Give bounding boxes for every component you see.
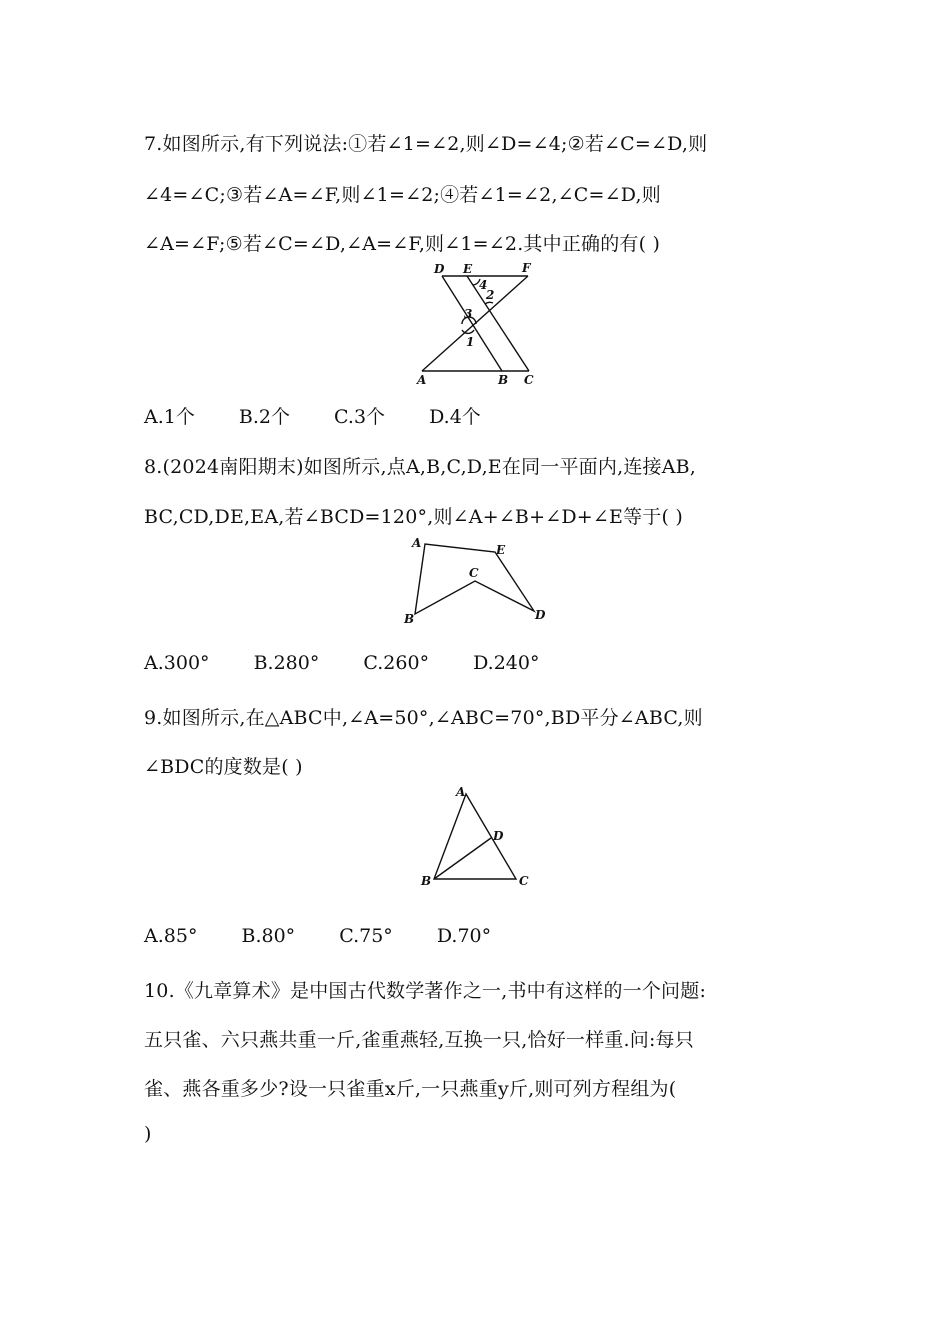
q8-options	[144, 652, 578, 674]
q10-text-line-3: 雀、燕各重多少?设一只雀重x斤,一只燕重y斤,则可列方程组为(	[144, 1078, 677, 1100]
q10-text-line-1: 10.《九章算术》是中国古代数学著作之一,书中有这样的一个问题:	[144, 980, 707, 1002]
q8-label-D: D	[535, 608, 546, 622]
q8-label-C: C	[469, 566, 479, 580]
q8-option-c[interactable]: C.260°	[363, 652, 430, 674]
q8-text-line-1: 8.(2024南阳期末)如图所示,点A,B,C,D,E在同一平面内,连接AB,	[144, 456, 697, 478]
q8-text-line-2: BC,CD,DE,EA,若∠BCD=120°,则∠A+∠B+∠D+∠E等于( )	[144, 506, 683, 528]
q8-option-d[interactable]: D.240°	[473, 652, 540, 674]
q7-label-1: 1	[466, 335, 475, 349]
q9-label-D: D	[493, 829, 504, 843]
q7-option-d[interactable]: D.4个	[429, 406, 481, 428]
q8-option-b[interactable]: B.280°	[253, 652, 320, 674]
q8-label-A: A	[412, 536, 422, 550]
q9-options	[144, 925, 529, 947]
q7-option-a[interactable]: A.1个	[144, 406, 195, 428]
q9-text-line-1: 9.如图所示,在△ABC中,∠A=50°,∠ABC=70°,BD平分∠ABC,则	[144, 707, 703, 729]
q10-text-line-4: )	[144, 1123, 152, 1145]
q7-option-c[interactable]: C.3个	[334, 406, 386, 428]
q7-figure	[410, 258, 550, 390]
q7-angle-arc-2	[485, 302, 493, 304]
q7-label-B: B	[498, 373, 509, 387]
q7-label-A: A	[417, 373, 427, 387]
q7-options	[144, 402, 519, 429]
q7-option-b[interactable]: B.2个	[238, 406, 290, 428]
q9-text-line-2: ∠BDC的度数是( )	[144, 756, 303, 778]
q8-option-a[interactable]: A.300°	[144, 652, 210, 674]
q7-label-4: 4	[479, 278, 488, 292]
q8-figure	[398, 535, 553, 630]
q9-option-d[interactable]: D.70°	[436, 925, 492, 947]
q9-option-c[interactable]: C.75°	[339, 925, 393, 947]
q7-segment-AF	[422, 276, 528, 371]
q10-text-line-2: 五只雀、六只燕共重一斤,雀重燕轻,互换一只,恰好一样重.问:每只	[144, 1029, 694, 1051]
q7-label-C: C	[524, 373, 534, 387]
q9-option-a[interactable]: A.85°	[144, 925, 198, 947]
q7-text-line-1: 7.如图所示,有下列说法:①若∠1=∠2,则∠D=∠4;②若∠C=∠D,则	[144, 133, 708, 155]
q9-figure	[412, 783, 537, 893]
q7-text-line-2: ∠4=∠C;③若∠A=∠F,则∠1=∠2;④若∠1=∠2,∠C=∠D,则	[144, 184, 661, 206]
q7-label-E: E	[463, 262, 473, 276]
q9-bisector-BD	[434, 838, 491, 879]
q7-label-2: 2	[486, 288, 495, 302]
q7-label-3: 3	[464, 307, 473, 321]
q8-label-E: E	[496, 543, 506, 557]
q8-label-B: B	[404, 612, 415, 626]
q9-triangle-ABC	[434, 794, 516, 879]
q9-label-C: C	[519, 874, 529, 888]
q9-option-b[interactable]: B.80°	[241, 925, 296, 947]
q7-label-D: D	[434, 262, 445, 276]
q7-label-F: F	[522, 261, 531, 275]
q9-label-A: A	[456, 785, 466, 799]
q7-text-line-3: ∠A=∠F;⑤若∠C=∠D,∠A=∠F,则∠1=∠2.其中正确的有( )	[144, 233, 661, 255]
q9-label-B: B	[421, 874, 432, 888]
